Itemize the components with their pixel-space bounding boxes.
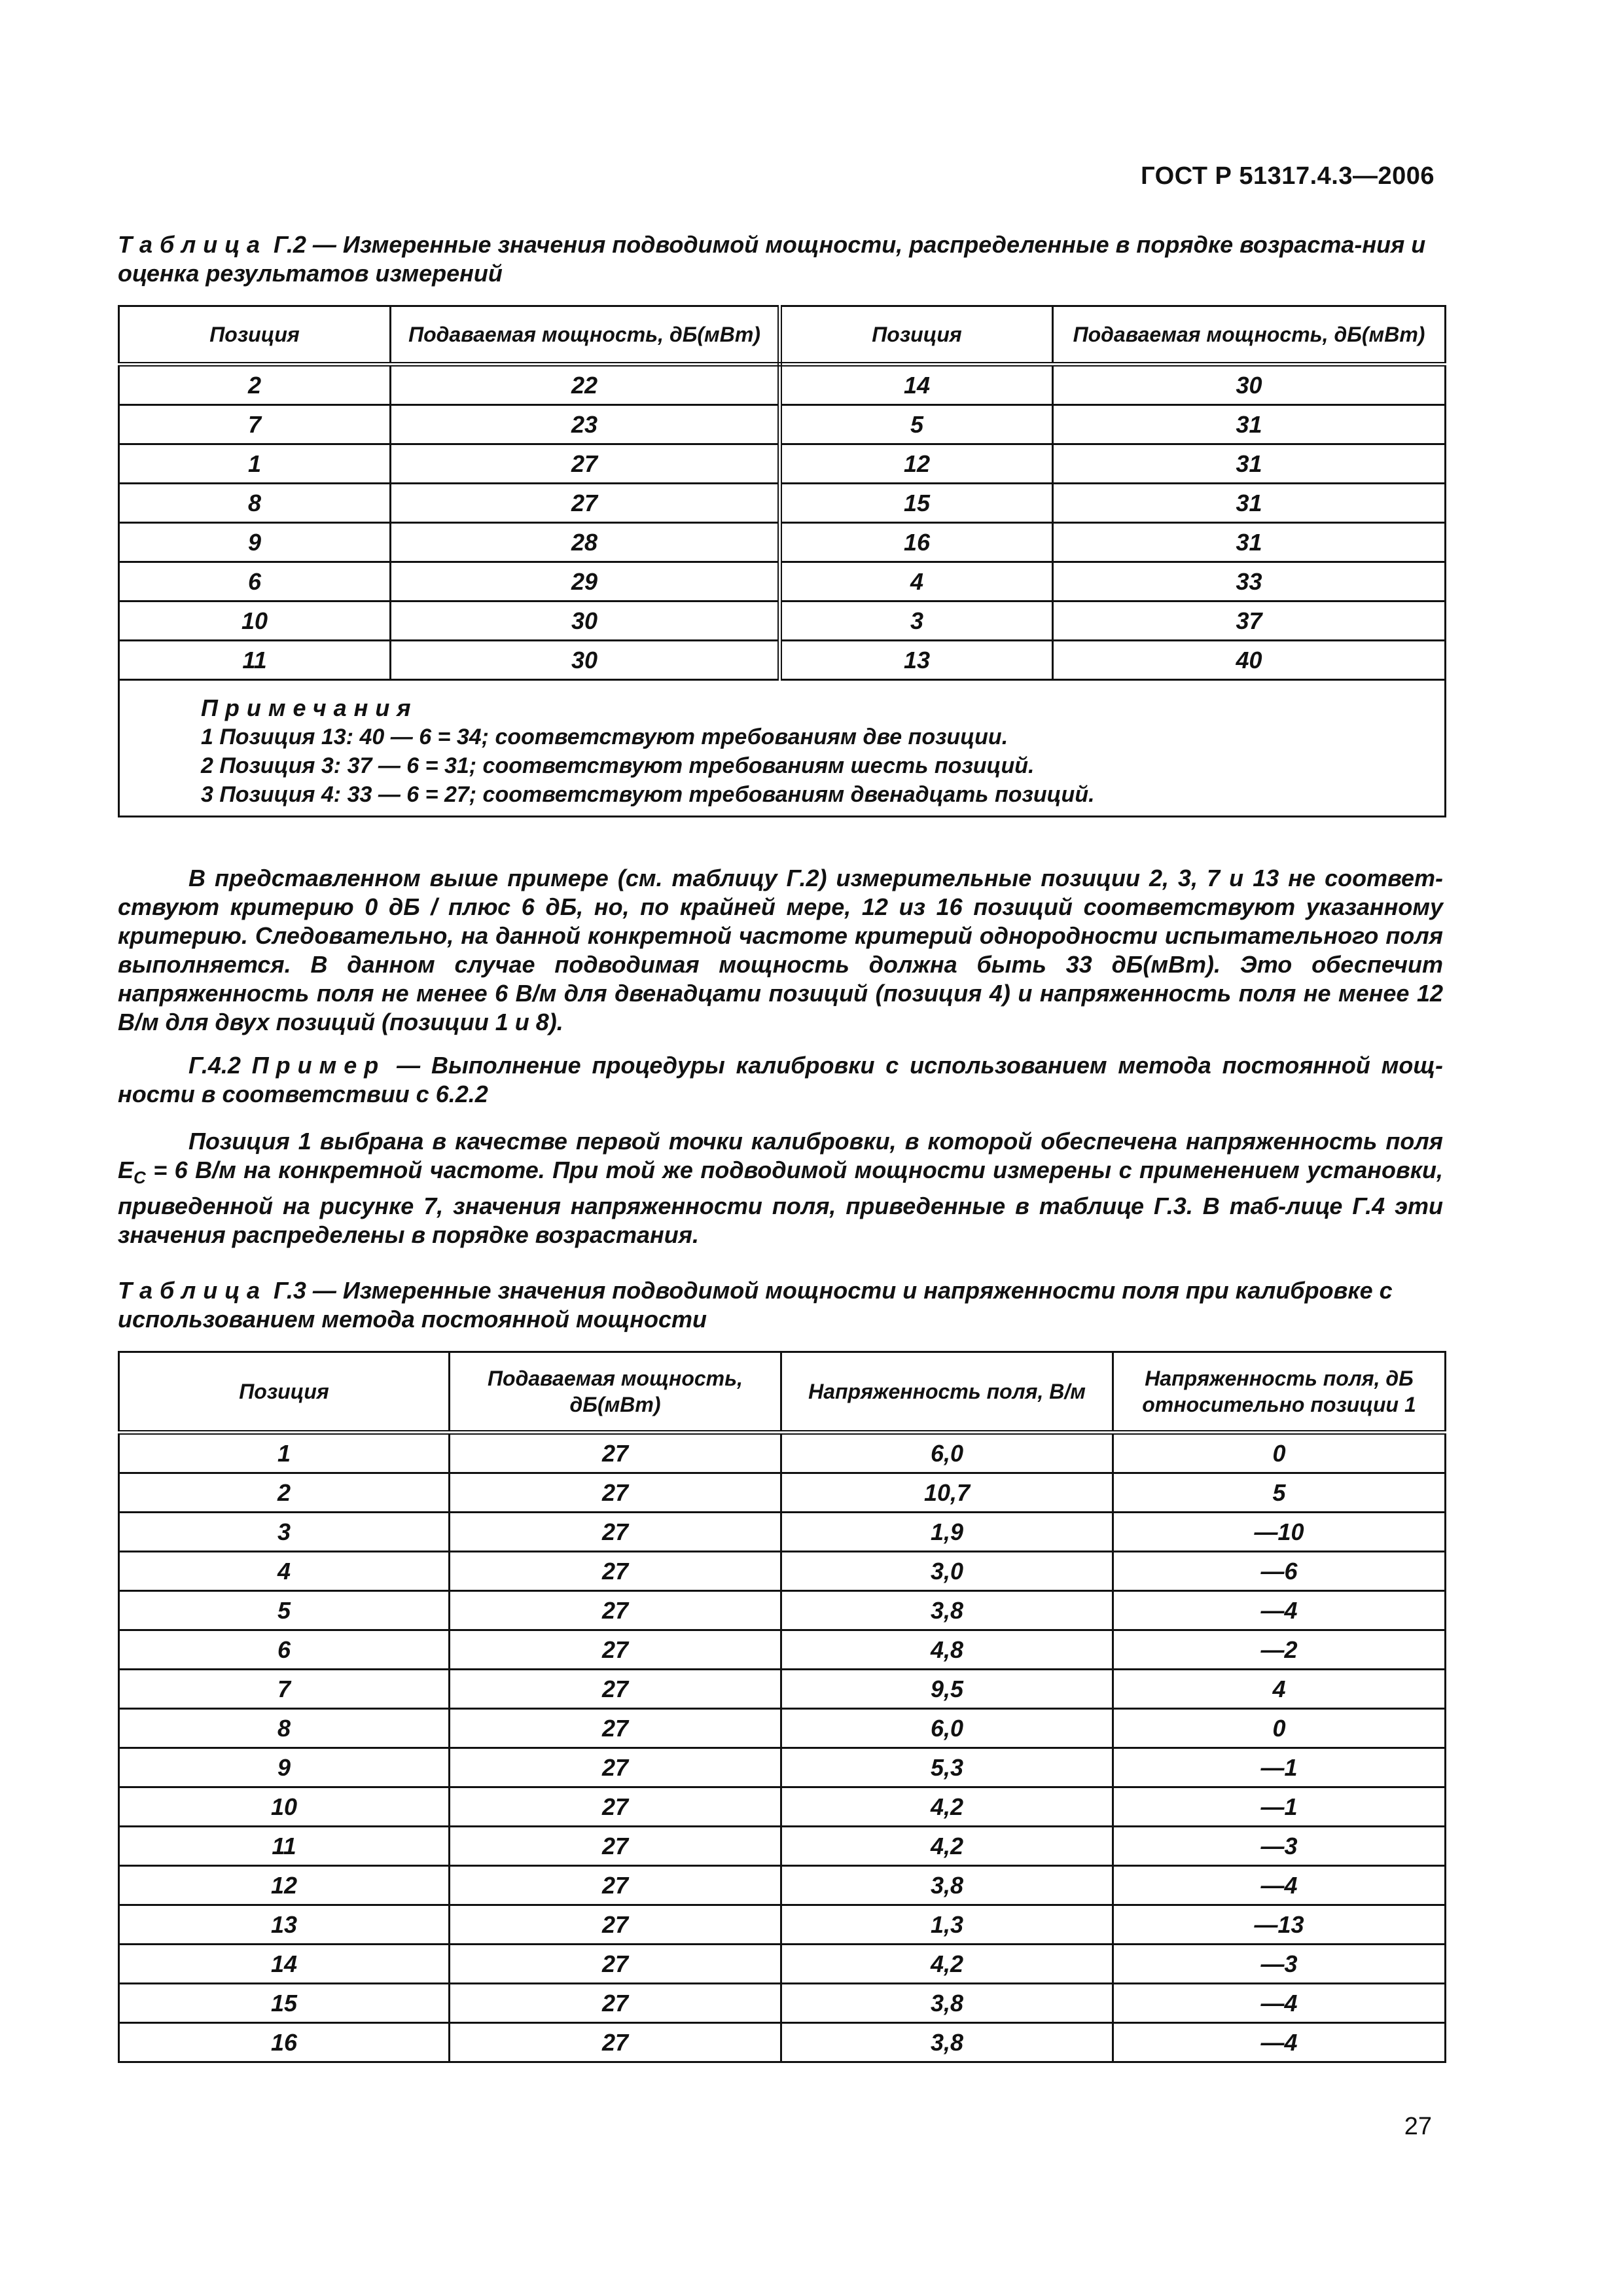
- table-cell: 9: [119, 1748, 450, 1787]
- table-row: [119, 1433, 1446, 1473]
- table-cell: 10: [119, 1787, 450, 1827]
- table-row: [119, 1984, 1446, 2023]
- table-cell: 6: [119, 562, 391, 601]
- table-cell: 4,2: [781, 1787, 1113, 1827]
- table-cell: 15: [119, 1984, 450, 2023]
- table-cell: 4,2: [781, 1827, 1113, 1866]
- table-cell: 3,8: [781, 1866, 1113, 1905]
- notes-title: Примечания: [201, 694, 418, 721]
- table-g2-col-header: Позиция: [119, 306, 391, 365]
- table-cell: —4: [1113, 1591, 1446, 1630]
- table-cell: 13: [780, 641, 1053, 680]
- table-row: [119, 444, 1446, 484]
- section-number: Г.4.2: [188, 1052, 241, 1079]
- table-cell: 33: [1053, 562, 1446, 601]
- table-cell: 29: [391, 562, 780, 601]
- table-cell: 3: [119, 1513, 450, 1552]
- section-label: Пример: [251, 1052, 386, 1079]
- table-cell: 8: [119, 484, 391, 523]
- table-row: [119, 1945, 1446, 1984]
- table-g3-col-header: Подаваемая мощность, дБ(мВт): [450, 1352, 781, 1433]
- note-item: 3 Позиция 4: 33 — 6 = 27; соответствуют требованиям двенадцать позиций.: [201, 782, 1095, 807]
- table-g3-col-header: Позиция: [119, 1352, 450, 1433]
- table-cell: 27: [450, 1748, 781, 1787]
- table-cell: —4: [1113, 1866, 1446, 1905]
- table-cell: 7: [119, 405, 391, 444]
- table-cell: 22: [391, 365, 780, 405]
- table-cell: 5: [780, 405, 1053, 444]
- table-cell: 9: [119, 523, 391, 562]
- table-cell: 6,0: [781, 1433, 1113, 1473]
- table-row: [119, 365, 1446, 405]
- table-cell: 27: [450, 1552, 781, 1591]
- table-g3: [118, 1351, 1446, 2063]
- table-cell: 13: [119, 1905, 450, 1945]
- paragraph-calibration-point: [118, 1127, 1443, 1249]
- table-cell: 1: [119, 444, 391, 484]
- table-row: [119, 1905, 1446, 1945]
- table-cell: —10: [1113, 1513, 1446, 1552]
- table-cell: 3,8: [781, 2023, 1113, 2062]
- table-cell: 30: [1053, 365, 1446, 405]
- table-cell: 3,0: [781, 1552, 1113, 1591]
- table-cell: 3,8: [781, 1591, 1113, 1630]
- table-cell: 27: [450, 1433, 781, 1473]
- table-cell: 27: [450, 1945, 781, 1984]
- table-cell: 10: [119, 601, 391, 641]
- table-g2-col-header: Подаваемая мощность, дБ(мВт): [391, 306, 780, 365]
- table-cell: 27: [391, 444, 780, 484]
- table-cell: 5: [1113, 1473, 1446, 1513]
- table-cell: —3: [1113, 1827, 1446, 1866]
- table-row: [119, 562, 1446, 601]
- table-cell: 12: [119, 1866, 450, 1905]
- table-cell: 1,9: [781, 1513, 1113, 1552]
- table-cell: 4,2: [781, 1945, 1113, 1984]
- table-cell: 4: [1113, 1670, 1446, 1709]
- table-cell: 14: [780, 365, 1053, 405]
- table-cell: —1: [1113, 1748, 1446, 1787]
- table-cell: 23: [391, 405, 780, 444]
- table-cell: 6,0: [781, 1709, 1113, 1748]
- table-row: [119, 1827, 1446, 1866]
- table-notes: [119, 680, 1446, 817]
- table-cell: 30: [391, 601, 780, 641]
- table-cell: 5: [119, 1591, 450, 1630]
- table-g2-col-header: Подаваемая мощность, дБ(мВт): [1053, 306, 1446, 365]
- table-cell: 11: [119, 1827, 450, 1866]
- note-item: 2 Позиция 3: 37 — 6 = 31; соответствуют требованиям шесть позиций.: [201, 753, 1035, 778]
- table-cell: 2: [119, 1473, 450, 1513]
- table-cell: 28: [391, 523, 780, 562]
- table-cell: 5,3: [781, 1748, 1113, 1787]
- table-cell: 7: [119, 1670, 450, 1709]
- table-row: [119, 2023, 1446, 2062]
- paragraph-2-part2: = 6 В/м на конкретной частоте. При той же подводимой мощности измерены с применением установки, приведенной на рисунке 7, значения напряженности поля, приведенные в таблице Г.3. В таб-лице Г.4 эти значения распределены в порядке возрастания.: [118, 1157, 1443, 1249]
- table-cell: 31: [1053, 484, 1446, 523]
- table-cell: 30: [391, 641, 780, 680]
- table-cell: 27: [450, 1670, 781, 1709]
- table-cell: 40: [1053, 641, 1446, 680]
- table-cell: 10,7: [781, 1473, 1113, 1513]
- table-g3-col-header: Напряженность поля, В/м: [781, 1352, 1113, 1433]
- table-cell: —6: [1113, 1552, 1446, 1591]
- table-cell: —3: [1113, 1945, 1446, 1984]
- table-g3-caption: [118, 1276, 1443, 1334]
- table-g2-caption-text: Г.2 — Измеренные значения подводимой мощности, распределенные в порядке возраста-ния и оценка результатов измерений: [118, 231, 1426, 287]
- table-row: [119, 641, 1446, 680]
- table-g2: [118, 305, 1446, 817]
- table-cell: 0: [1113, 1433, 1446, 1473]
- table-cell: 27: [450, 1709, 781, 1748]
- table-cell: 16: [119, 2023, 450, 2062]
- table-row: [119, 523, 1446, 562]
- table-cell: —2: [1113, 1630, 1446, 1670]
- paragraph-2-subscript: C: [134, 1168, 146, 1188]
- table-cell: 37: [1053, 601, 1446, 641]
- table-row: [119, 1787, 1446, 1827]
- table-row: [119, 1473, 1446, 1513]
- paragraph-uniformity-result: В представленном выше примере (см. таблицу Г.2) измерительные позиции 2, 3, 7 и 13 не соответ-ствуют критерию 0 дБ / плюс 6 дБ, но, по крайней мере, 12 из 16 позиций соответствуют указанному критерию. Следовательно, на данной конкретной частоте критерий однородности испытательного поля выполняется. В данном случае подводимая мощность должна быть 33 дБ(мВт). Это обеспечит напряженность поля не менее 6 В/м для двенадцати позиций (позиция 4) и напряженность поля не менее 12 В/м для двух позиций (позиции 1 и 8).: [118, 865, 1443, 1035]
- section-text: — Выполнение процедуры калибровки с использованием метода постоянной мощ-ности в соответствии с 6.2.2: [118, 1052, 1443, 1107]
- table-cell: —1: [1113, 1787, 1446, 1827]
- table-cell: 4,8: [781, 1630, 1113, 1670]
- table-cell: 27: [450, 2023, 781, 2062]
- note-item: 1 Позиция 13: 40 — 6 = 34; соответствуют требованиям две позиции.: [201, 725, 1008, 749]
- table-cell: 3,8: [781, 1984, 1113, 2023]
- table-cell: —4: [1113, 2023, 1446, 2062]
- table-row: [119, 1709, 1446, 1748]
- table-row: [119, 405, 1446, 444]
- table-g2-caption: [118, 230, 1443, 288]
- table-cell: 16: [780, 523, 1053, 562]
- table-cell: 0: [1113, 1709, 1446, 1748]
- table-g3-col-header: Напряженность поля, дБ относительно позиции 1: [1113, 1352, 1446, 1433]
- table-cell: 31: [1053, 405, 1446, 444]
- table-cell: 6: [119, 1630, 450, 1670]
- table-cell: 9,5: [781, 1670, 1113, 1709]
- table-cell: 2: [119, 365, 391, 405]
- table-row: [119, 1670, 1446, 1709]
- paragraph-2-part1: Позиция 1 выбрана в качестве первой точки калибровки, в которой обеспечена напряженность поля E: [118, 1128, 1443, 1183]
- table-cell: —4: [1113, 1984, 1446, 2023]
- table-row: [119, 1748, 1446, 1787]
- table-cell: 27: [450, 1787, 781, 1827]
- table-cell: 27: [450, 1630, 781, 1670]
- table-row: [119, 1866, 1446, 1905]
- table-g3-caption-label: Таблица: [118, 1277, 268, 1304]
- table-cell: 27: [450, 1827, 781, 1866]
- table-cell: 27: [450, 1473, 781, 1513]
- table-cell: 27: [450, 1905, 781, 1945]
- table-cell: 27: [450, 1591, 781, 1630]
- table-cell: 27: [391, 484, 780, 523]
- table-row: [119, 1513, 1446, 1552]
- table-cell: 31: [1053, 523, 1446, 562]
- table-g2-col-header: Позиция: [780, 306, 1053, 365]
- page-number: 27: [1404, 2113, 1432, 2140]
- table-cell: 27: [450, 1513, 781, 1552]
- section-g-4-2: [118, 1051, 1443, 1109]
- table-notes-row: [119, 680, 1446, 817]
- table-cell: 31: [1053, 444, 1446, 484]
- table-row: [119, 484, 1446, 523]
- table-cell: 11: [119, 641, 391, 680]
- table-cell: 3: [780, 601, 1053, 641]
- table-cell: 4: [119, 1552, 450, 1591]
- table-g2-caption-label: Таблица: [118, 231, 268, 258]
- table-cell: 1,3: [781, 1905, 1113, 1945]
- table-cell: 15: [780, 484, 1053, 523]
- table-cell: 12: [780, 444, 1053, 484]
- table-cell: 8: [119, 1709, 450, 1748]
- table-row: [119, 1630, 1446, 1670]
- table-row: [119, 1552, 1446, 1591]
- table-g3-caption-text: Г.3 — Измеренные значения подводимой мощности и напряженности поля при калибровке с использованием метода постоянной мощности: [118, 1277, 1393, 1333]
- standard-code: ГОСТ Р 51317.4.3—2006: [1141, 162, 1435, 190]
- table-cell: 4: [780, 562, 1053, 601]
- table-row: [119, 1591, 1446, 1630]
- table-cell: 27: [450, 1984, 781, 2023]
- table-row: [119, 601, 1446, 641]
- table-cell: 1: [119, 1433, 450, 1473]
- table-cell: 14: [119, 1945, 450, 1984]
- table-cell: —13: [1113, 1905, 1446, 1945]
- table-cell: 27: [450, 1866, 781, 1905]
